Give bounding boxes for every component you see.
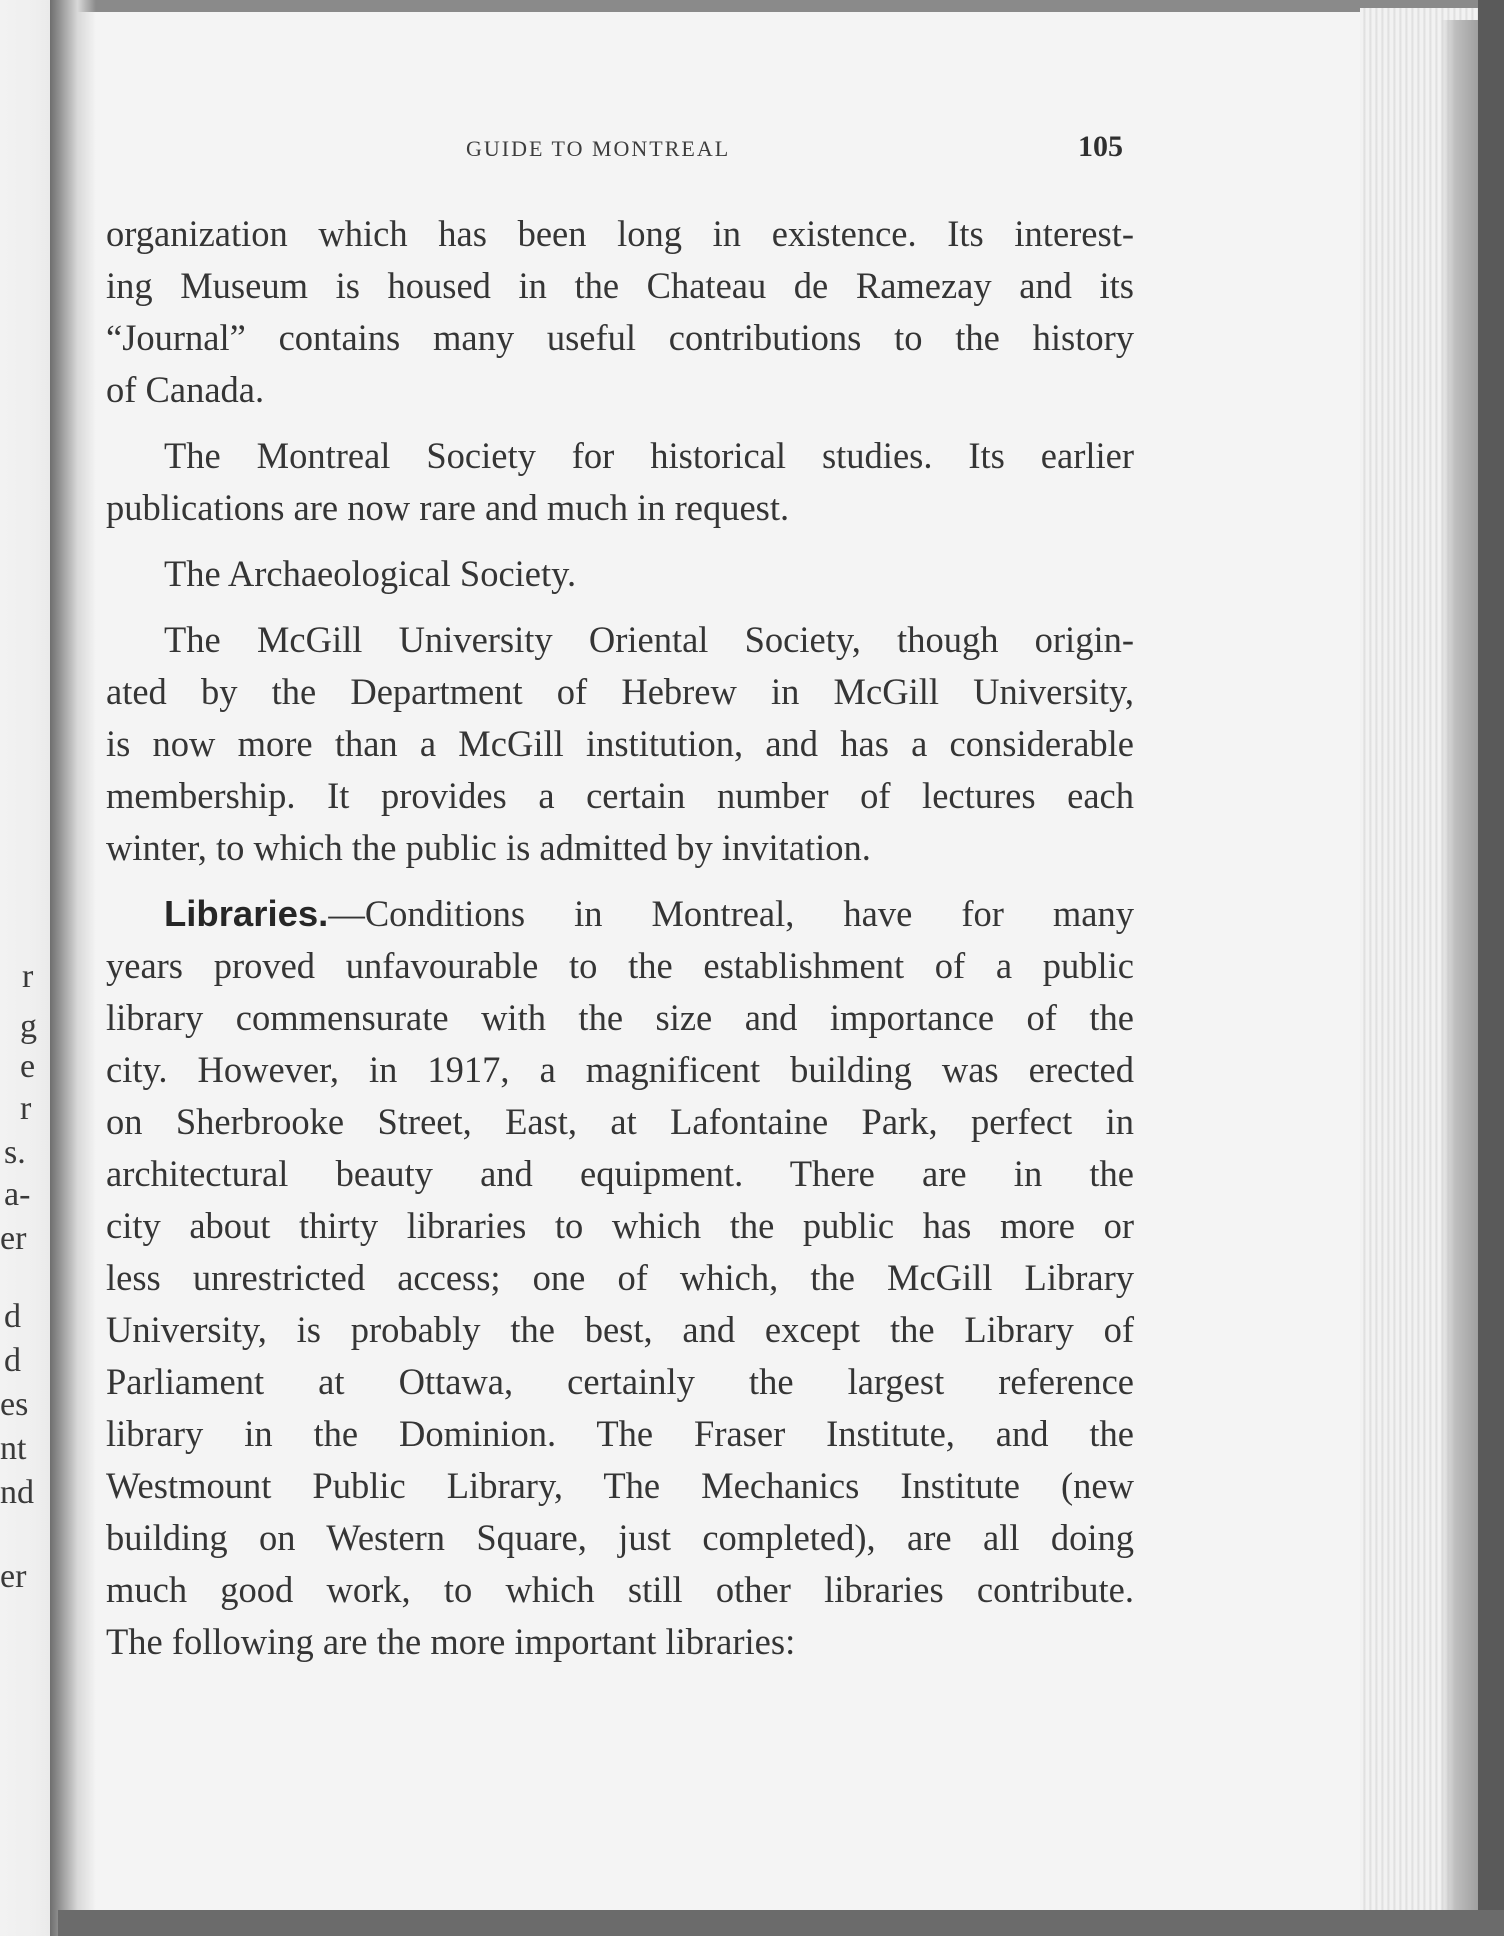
text-line: architectural beauty and equipment. There are in the — [106, 1153, 1134, 1194]
text-line: University, is probably the best, and except the Library of — [106, 1309, 1134, 1350]
text-line: ated by the Department of Hebrew in McGill University, — [106, 671, 1134, 712]
text-line: city about thirty libraries to which the public has more or — [106, 1205, 1134, 1246]
left-page-fragment: nd — [0, 1474, 34, 1511]
scan-top-border — [58, 0, 1504, 12]
page-number: 105 — [1078, 130, 1123, 163]
text-line: is now more than a McGill institution, and has a considerable — [106, 723, 1134, 764]
text-line: Parliament at Ottawa, certainly the largest reference — [106, 1361, 1134, 1402]
text-line: on Sherbrooke Street, East, at Lafontaine Park, perfect in — [106, 1101, 1134, 1142]
text-line: winter, to which the public is admitted by invitation. — [106, 827, 871, 868]
book-gutter-shadow — [50, 0, 96, 1936]
scan-bottom-border — [58, 1910, 1504, 1936]
text-line: ing Museum is housed in the Chateau de Ramezay and its — [106, 265, 1134, 306]
text-line: The Montreal Society for historical studies. Its earlier — [164, 435, 1134, 476]
text-line: membership. It provides a certain number of lectures each — [106, 775, 1134, 816]
left-page-fragment: a- — [4, 1176, 31, 1213]
text-line: The following are the more important libraries: — [106, 1621, 796, 1662]
text-line: much good work, to which still other libraries contribute. — [106, 1569, 1134, 1610]
text-line: The McGill University Oriental Society, though origin- — [164, 619, 1134, 660]
text-line: less unrestricted access; one of which, the McGill Library — [106, 1257, 1134, 1298]
left-page-fragment: es — [0, 1386, 29, 1423]
text-line: publications are now rare and much in request. — [106, 487, 790, 528]
left-page-fragment: e — [20, 1048, 36, 1085]
page-body — [106, 208, 1134, 1668]
left-page-fragment: g — [20, 1008, 37, 1045]
text-line — [106, 888, 1134, 940]
text-line: library commensurate with the size and importance of the — [106, 997, 1134, 1038]
text-line-fragment: —Conditions in Montreal, have for many — [328, 893, 1134, 934]
text-line: city. However, in 1917, a magnificent building was erected — [106, 1049, 1134, 1090]
text-line: The Archaeological Society. — [164, 553, 577, 594]
text-line: of Canada. — [106, 369, 265, 410]
page-stack-shadow — [1440, 20, 1480, 1920]
left-page-fragment: r — [20, 1090, 32, 1127]
text-line: library in the Dominion. The Fraser Institute, and the — [106, 1413, 1134, 1454]
text-line: organization which has been long in existence. Its interest- — [106, 213, 1134, 254]
left-page-fragment: er — [0, 1558, 27, 1595]
scan-right-border — [1478, 0, 1504, 1936]
left-page-fragment: d — [4, 1342, 21, 1379]
left-page-fragment: s. — [4, 1134, 26, 1171]
text-line: years proved unfavourable to the establishment of a public — [106, 945, 1134, 986]
left-page-fragment: er — [0, 1220, 27, 1257]
section-heading-libraries: Libraries. — [164, 893, 329, 934]
text-line: “Journal” contains many useful contributions to the history — [106, 317, 1134, 358]
left-page-fragment: nt — [0, 1430, 27, 1467]
text-line: building on Western Square, just completed), are all doing — [106, 1517, 1134, 1558]
left-page-fragment: d — [4, 1298, 21, 1335]
running-head: GUIDE TO MONTREAL — [466, 136, 731, 161]
left-page-fragment: r — [22, 958, 34, 995]
text-line: Westmount Public Library, The Mechanics Institute (new — [106, 1465, 1134, 1506]
